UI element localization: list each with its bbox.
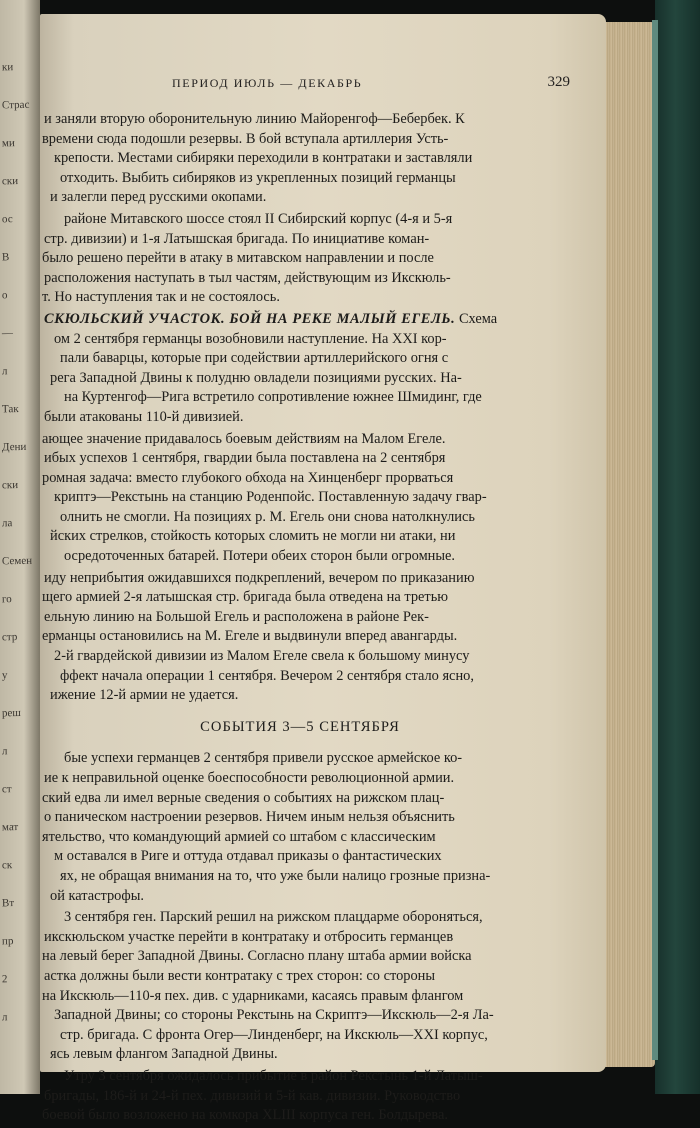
text-line: бригады, 186-й и 24-й пех. дивизий и 5-й кав. дивизии. Руководство: [44, 1087, 461, 1104]
text-line: ятельство, что командующий армией со штабом с классическим: [42, 828, 436, 845]
left-page-fragment: ски: [1, 175, 19, 188]
text-line: ающее значение придавалось боевым действиям на Малом Егеле.: [42, 430, 446, 447]
text-line: о паническом настроении резервов. Ничем иным нельзя объяснить: [44, 809, 455, 826]
left-page-fragment: —: [1, 327, 14, 340]
text-line: отходить. Выбить сибиряков из укрепленных позиций германцы: [60, 169, 456, 186]
text-line: бые успехи германцев 2 сентября привели русское армейское ко-: [64, 750, 463, 767]
left-page-fragment: л: [1, 745, 8, 758]
text-line: йских стрелков, стойкость которых сломить не могли ни атаки, ни: [50, 528, 456, 545]
left-page-fragment: о: [1, 289, 8, 302]
left-page-fragment: Семен: [1, 554, 33, 568]
page-body-text: [40, 110, 560, 1128]
running-head: ПЕРИОД ИЮЛЬ — ДЕКАБРЬ: [172, 76, 363, 90]
text-line: на Куртенгоф—Рига встретило сопротивление южнее Шмидинг, где: [64, 389, 482, 406]
text-line: ибых успехов 1 сентября, гвардии была поставлена на 2 сентября: [44, 450, 446, 467]
text-line: крепости. Местами сибиряки переходили в контратаки и заставляли: [54, 150, 473, 167]
text-line: и заняли вторую оборонительную линию Майоренгоф—Бебербек. К: [44, 111, 465, 127]
section-heading: СОБЫТИЯ 3—5 СЕНТЯБРЯ: [200, 718, 400, 735]
left-page-fragment: мат: [1, 821, 19, 834]
text-line: т. Но наступления так и не состоялось.: [42, 289, 280, 306]
left-page-fragment: го: [1, 593, 12, 606]
text-line: на Икскюль—110-я пех. див. с ударниками, касаясь правым флангом: [42, 987, 464, 1004]
book-page: [40, 14, 606, 1124]
text-line: икскюльском участке перейти в контратаку и отбросить германцев: [44, 928, 454, 945]
left-page-fragment: В: [1, 251, 10, 264]
text-line: криптэ—Рекстынь на станцию Роденпойс. Поставленную задачу гвар-: [54, 489, 487, 506]
text-line: боевой было возложено на комкора XLIII корпуса ген. Болдырева.: [42, 1107, 448, 1124]
section-title-tail: Схема: [455, 310, 498, 327]
left-page-fragment: л: [1, 1011, 8, 1024]
left-page-fragment: ла: [1, 517, 13, 530]
text-line: ерманцы остановились на М. Егеле и выдвинули вперед авангарды.: [42, 628, 458, 645]
text-line: расположения наступать в тыл частям, действующим из Икскюль-: [44, 269, 451, 286]
text-line: 3 сентября ген. Парский решил на рижском плацдарме обороняться,: [64, 909, 483, 926]
left-page-fragment: Так: [1, 403, 19, 416]
text-line: районе Митавского шоссе стоял II Сибирский корпус (4-я и 5-я: [64, 210, 453, 227]
page-number: 329: [547, 74, 570, 90]
text-line: ие к неправильной оценке боеспособности революционной армии.: [44, 770, 455, 786]
text-line: времени сюда подошли резервы. В бой вступала артиллерия Усть-: [42, 130, 449, 147]
text-line: ом 2 сентября германцы возобновили наступление. На XXI кор-: [54, 330, 447, 347]
book-spine: [655, 0, 700, 1094]
text-line: были атакованы 110-й дивизией.: [44, 408, 244, 425]
text-line: Утру 3 сентября ожидалось прибытие в район Рекстынь 1-й Латыш-: [64, 1067, 483, 1084]
text-line: Западной Двины; со стороны Рекстынь на Скриптэ—Икскюль—2-я Ла-: [54, 1007, 494, 1024]
text-line: 2-й гвардейской дивизии из Малом Егеле свела к большому минусу: [54, 648, 470, 665]
text-line: м оставался в Риге и оттуда отдавал приказы о фантастических: [54, 848, 442, 865]
text-line: ой катастрофы.: [50, 887, 144, 904]
left-page-fragment: ск: [1, 859, 13, 872]
text-line: осредоточенных батарей. Потери обеих сторон были огромные.: [64, 548, 456, 565]
left-page-fragment: ски: [1, 479, 19, 492]
text-line: ясь левым флангом Западной Двины.: [50, 1046, 278, 1063]
left-page-fragment: Страс: [1, 98, 30, 112]
left-page-fragment: Дени: [1, 440, 27, 454]
page-block-edges: [603, 22, 655, 1067]
text-line: астка должны были вести контратаку с трех сторон: со стороны: [44, 967, 436, 984]
text-line: на левый берег Западной Двины. Согласно плану штаба армии войска: [42, 948, 472, 965]
text-line: пали баварцы, которые при содействии артиллерийского огня с: [60, 350, 449, 367]
text-line: олнить не смогли. На позициях р. М. Егель они снова натолкнулись: [60, 508, 475, 525]
left-page-fragment: 2: [1, 973, 8, 986]
spine-edge: [652, 20, 658, 1060]
text-line: ффект начала операции 1 сентября. Вечером 2 сентября стало ясно,: [60, 667, 474, 684]
left-page-fragment: ми: [1, 137, 15, 150]
left-page-fragment: ст: [1, 783, 12, 796]
section-title-line: [40, 310, 560, 330]
text-line: ях, не обращая внимания на то, что уже были налицо грозные призна-: [60, 867, 491, 884]
text-line: было решено перейти в атаку в митавском направлении и после: [42, 250, 434, 267]
left-page-fragment: ос: [1, 213, 13, 226]
left-page-fragment: л: [1, 365, 8, 378]
text-line: и залегли перед русскими окопами.: [50, 189, 267, 206]
text-line: стр. дивизии) и 1-я Латышская бригада. По инициативе коман-: [44, 230, 430, 247]
left-page-fragment: Вт: [1, 897, 15, 910]
left-page-fragment: реш: [1, 706, 21, 720]
text-line: ижение 12-й армии не удается.: [50, 687, 239, 704]
left-page-fragment: у: [1, 669, 8, 682]
left-page-fragment: пр: [1, 935, 14, 948]
section-title: СКЮЛЬСКИЙ УЧАСТОК. БОЙ НА РЕКЕ МАЛЫЙ ЕГЕЛЬ.: [44, 310, 456, 327]
text-line: рега Западной Двины к полудню овладели позициями русских. На-: [50, 369, 462, 386]
text-line: стр. бригада. С фронта Огер—Линденберг, на Икскюль—XXI корпус,: [60, 1026, 488, 1043]
text-line: ельную линию на Большой Егель и расположена в районе Рек-: [44, 608, 429, 625]
text-line: щего армией 2-я латышская стр. бригада была отведена на третью: [42, 589, 449, 606]
facing-left-page: [0, 0, 40, 1094]
page-header: [172, 74, 570, 96]
text-line: ромная задача: вместо глубокого обхода на Хинценберг прорваться: [42, 469, 454, 486]
left-page-fragment: ки: [1, 61, 14, 74]
left-page-fragment: стр: [1, 631, 18, 644]
text-line: ский едва ли имел верные сведения о событиях на рижском плац-: [42, 789, 445, 806]
text-line: иду неприбытия ожидавшихся подкреплений, вечером по приказанию: [44, 569, 475, 586]
